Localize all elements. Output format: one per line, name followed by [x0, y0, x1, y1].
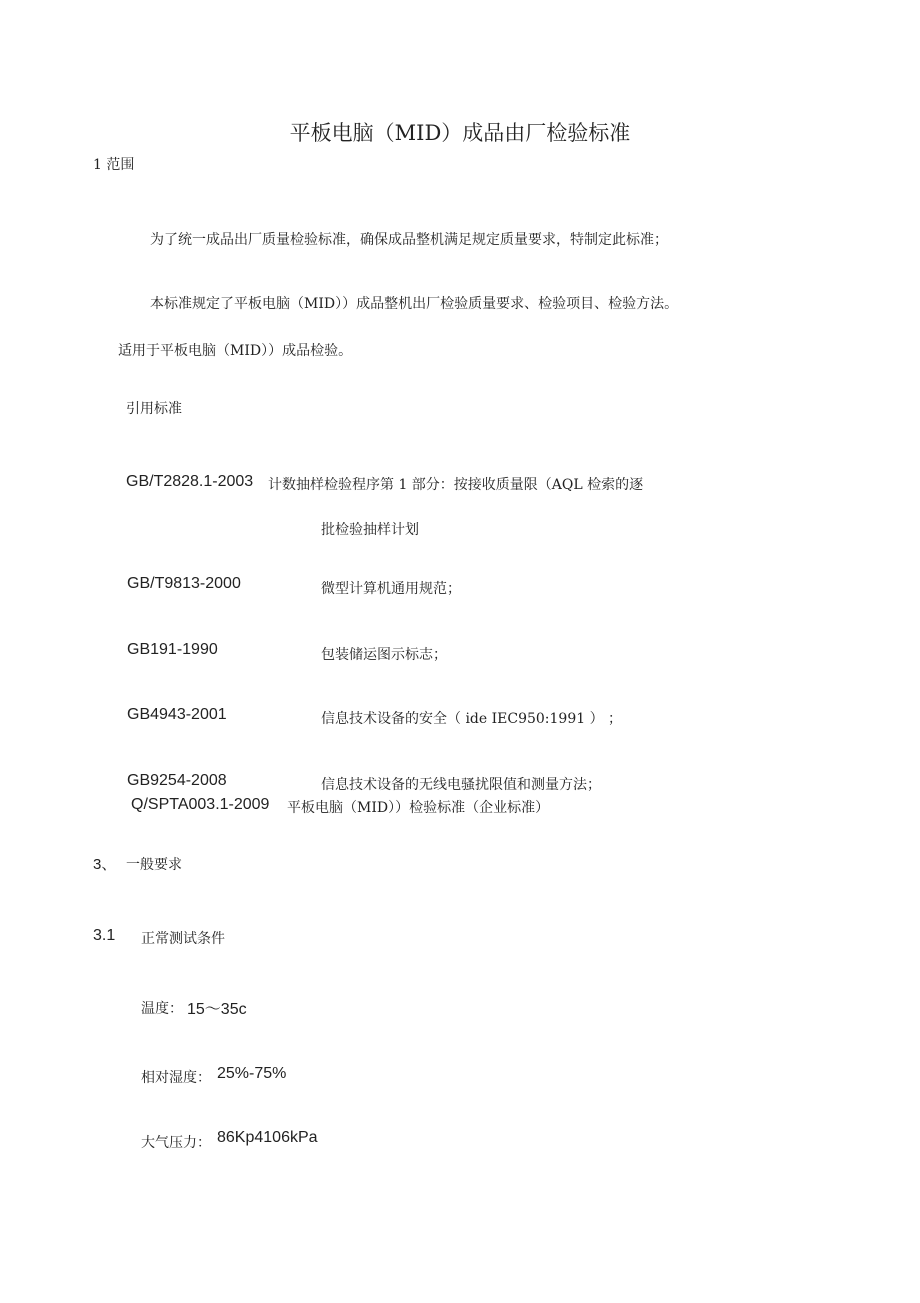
ref-desc: 计数抽样检验程序第 1 部分：按接收质量限（AQL 检索的逐: [268, 477, 644, 493]
section1-para2: 本标准规定了平板电脑（MID））成品整机出厂检验质量要求、检验项目、检验方法。: [150, 296, 679, 312]
ref-code: GB/T2828.1-2003: [126, 473, 254, 490]
ref-desc: 信息技术设备的安全（ ide IEC950:1991 ） ；: [321, 711, 623, 727]
ref-desc: 平板电脑（MID））检验标准（企业标准）: [287, 800, 550, 816]
condition-label: 相对湿度：: [141, 1070, 211, 1086]
section1-para3: 适用于平板电脑（MID））成品检验。: [118, 343, 353, 359]
subsection-heading: 正常测试条件: [141, 931, 225, 947]
condition-label: 温度：: [141, 1001, 183, 1017]
condition-value: 15〜35c: [187, 1001, 247, 1018]
condition-value: 25%-75%: [217, 1065, 287, 1082]
condition-value: 86Kp4106kPa: [217, 1129, 318, 1146]
ref-code: GB191-1990: [127, 641, 218, 658]
ref-desc-continued: 批检验抽样计划: [321, 522, 419, 538]
document-title: 平板电脑（MID）成品由厂检验标准: [289, 121, 631, 145]
section3-heading: 一般要求: [126, 857, 182, 873]
ref-code: GB/T9813-2000: [127, 575, 241, 592]
section1-heading: 1 范围: [93, 157, 135, 173]
ref-code: Q/SPTA003.1-2009: [131, 796, 270, 813]
section2-heading: 引用标准: [126, 401, 182, 417]
section1-para1: 为了统一成品出厂质量检验标准，确保成品整机满足规定质量要求，特制定此标准；: [150, 232, 668, 248]
condition-label: 大气压力：: [141, 1135, 211, 1151]
ref-code: GB4943-2001: [127, 706, 227, 723]
ref-desc: 微型计算机通用规范；: [321, 581, 461, 597]
ref-desc: 信息技术设备的无线电骚扰限值和测量方法；: [321, 777, 601, 793]
section3-number: 3、: [93, 856, 117, 873]
ref-code: GB9254-2008: [127, 772, 227, 789]
ref-desc: 包装储运图示标志；: [321, 647, 447, 663]
subsection-number: 3.1: [93, 927, 116, 944]
